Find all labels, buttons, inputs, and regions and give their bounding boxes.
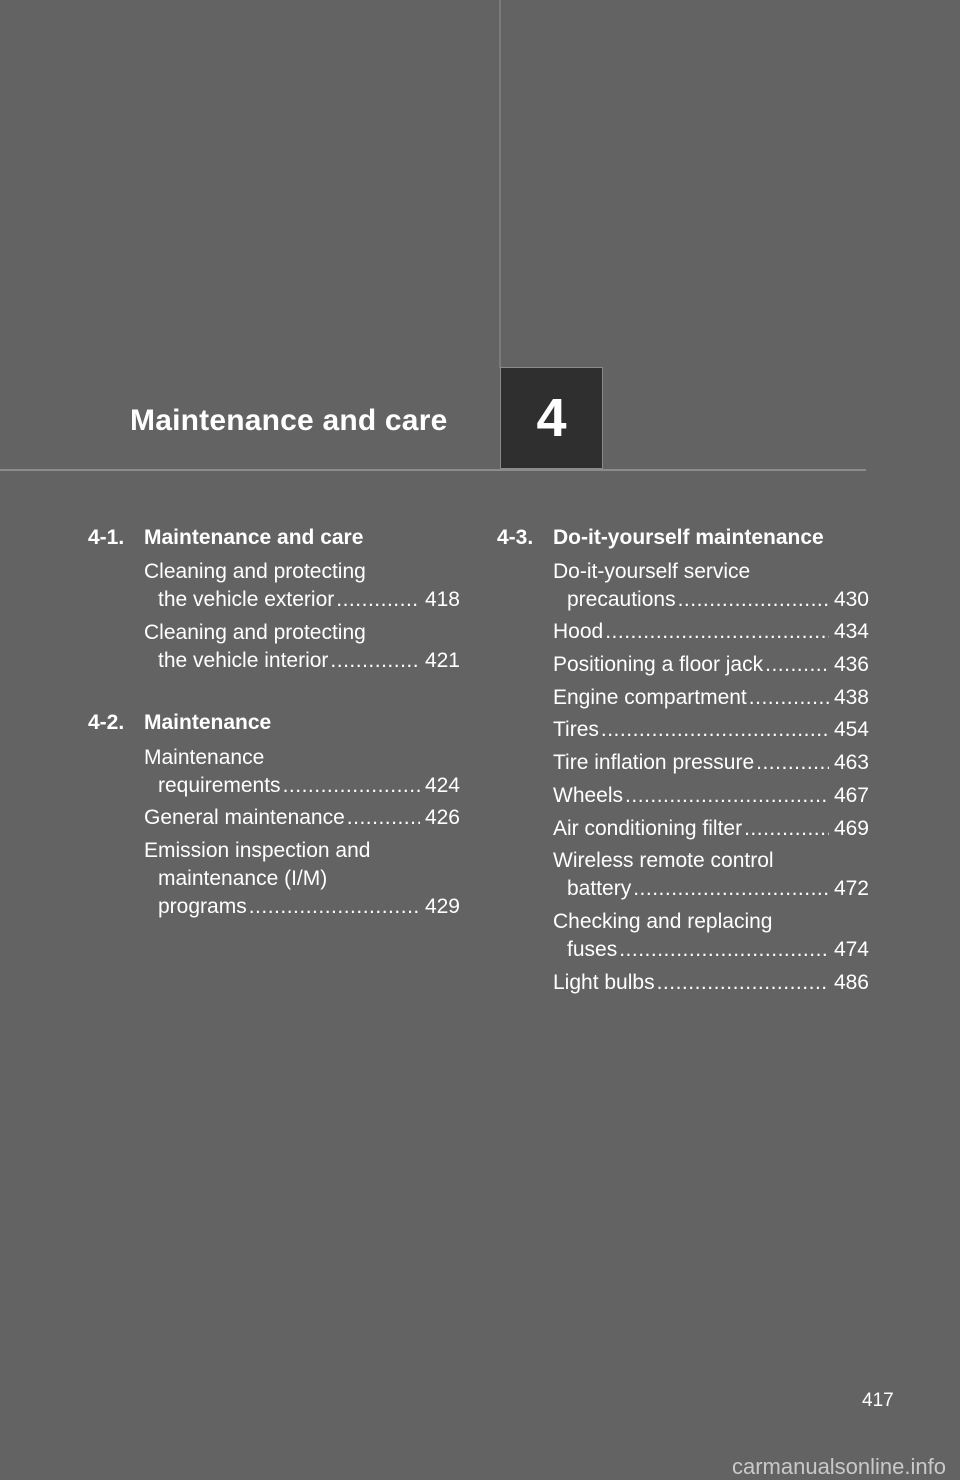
- leader-dots: [749, 684, 829, 712]
- toc-entry[interactable]: [144, 804, 460, 832]
- toc-entry-text: Air conditioning filter: [553, 817, 743, 840]
- toc-entry-text: Maintenance: [144, 746, 265, 769]
- leader-dots: [347, 804, 420, 832]
- toc-entry-text: Light bulbs: [553, 971, 655, 994]
- section-number: 4-3.: [497, 526, 534, 549]
- toc-entry-text: precautions: [567, 588, 676, 611]
- leader-dots: [605, 618, 829, 646]
- toc-page-number: 418: [424, 588, 460, 611]
- toc-entry-text: maintenance (I/M): [158, 867, 328, 890]
- leader-dots: [249, 893, 420, 921]
- toc-page-number: 469: [833, 817, 869, 840]
- toc-entry-text: requirements: [158, 774, 281, 797]
- toc-entry-text: Cleaning and protecting: [144, 560, 366, 583]
- section-number: 4-2.: [88, 711, 125, 734]
- toc-entry[interactable]: [553, 815, 869, 843]
- watermark: carmanualsonline.info: [731, 1454, 946, 1479]
- chapter-title: Maintenance and care: [130, 404, 448, 437]
- toc-page-number: 426: [424, 806, 460, 829]
- vertical-rule: [499, 0, 501, 368]
- toc-entry-text: the vehicle exterior: [158, 588, 335, 611]
- section-title: Maintenance and care: [144, 526, 364, 549]
- toc-page-number: 436: [833, 653, 869, 676]
- leader-dots: [678, 586, 829, 614]
- toc-entry-text: Cleaning and protecting: [144, 621, 366, 644]
- toc-entry-text: programs: [158, 895, 247, 918]
- toc-entry-text: Do-it-yourself service: [553, 560, 751, 583]
- leader-dots: [657, 969, 829, 997]
- toc-page-number: 454: [833, 718, 869, 741]
- toc-entry[interactable]: [553, 969, 869, 997]
- toc-entry-text: Engine compartment: [553, 686, 747, 709]
- toc-entry[interactable]: [144, 558, 460, 614]
- section-title: Maintenance: [144, 711, 272, 734]
- toc-page-number: 424: [424, 774, 460, 797]
- toc-page-number: 472: [833, 877, 869, 900]
- toc-entry-text: Hood: [553, 620, 604, 643]
- leader-dots: [330, 647, 420, 675]
- toc-entry-text: Wireless remote control: [553, 849, 774, 872]
- toc-entry[interactable]: [553, 618, 869, 646]
- toc-entry[interactable]: [144, 619, 460, 675]
- toc-entry-text: Wheels: [553, 784, 624, 807]
- toc-entry[interactable]: [553, 684, 869, 712]
- toc-entry-text: Tire inflation pressure: [553, 751, 755, 774]
- leader-dots: [625, 782, 829, 810]
- chapter-number: 4: [536, 388, 567, 448]
- toc-page-number: 486: [833, 971, 869, 994]
- page-number: 417: [862, 1390, 894, 1411]
- toc-page-number: 429: [424, 895, 460, 918]
- leader-dots: [601, 716, 829, 744]
- toc-page-number: 467: [833, 784, 869, 807]
- toc-entry-text: Emission inspection and: [144, 839, 371, 862]
- toc-entry-text: Positioning a floor jack: [553, 653, 764, 676]
- toc-page-number: 463: [833, 751, 869, 774]
- toc-entry-text: fuses: [567, 938, 618, 961]
- page-footer: [0, 1480, 960, 1484]
- toc-entry[interactable]: [553, 749, 869, 777]
- section-title: Do-it-yourself maintenance: [553, 526, 824, 549]
- toc-entry[interactable]: [553, 847, 869, 903]
- toc-entry[interactable]: [144, 744, 460, 800]
- toc-page-number: 421: [424, 649, 460, 672]
- toc-page-number: 438: [833, 686, 869, 709]
- toc-entry[interactable]: [553, 651, 869, 679]
- leader-dots: [619, 936, 829, 964]
- toc-page-number: 474: [833, 938, 869, 961]
- toc-page-number: 434: [833, 620, 869, 643]
- toc-entry[interactable]: [553, 558, 869, 614]
- leader-dots: [765, 651, 829, 679]
- leader-dots: [744, 815, 829, 843]
- toc-entry-text: battery: [567, 877, 632, 900]
- leader-dots: [283, 772, 420, 800]
- horizontal-rule: [0, 469, 866, 471]
- toc-entry[interactable]: [144, 837, 460, 921]
- toc-entry[interactable]: [553, 716, 869, 744]
- chapter-number-tab: [500, 367, 603, 469]
- leader-dots: [633, 875, 829, 903]
- toc-entry-text: Checking and replacing: [553, 910, 773, 933]
- toc-entry[interactable]: [553, 782, 869, 810]
- leader-dots: [756, 749, 829, 777]
- leader-dots: [336, 586, 420, 614]
- toc-entry-text: General maintenance: [144, 806, 345, 829]
- toc-entry-text: Tires: [553, 718, 599, 741]
- section-number: 4-1.: [88, 526, 125, 549]
- toc-entry[interactable]: [553, 908, 869, 964]
- toc-page-number: 430: [833, 588, 869, 611]
- toc-entry-text: the vehicle interior: [158, 649, 329, 672]
